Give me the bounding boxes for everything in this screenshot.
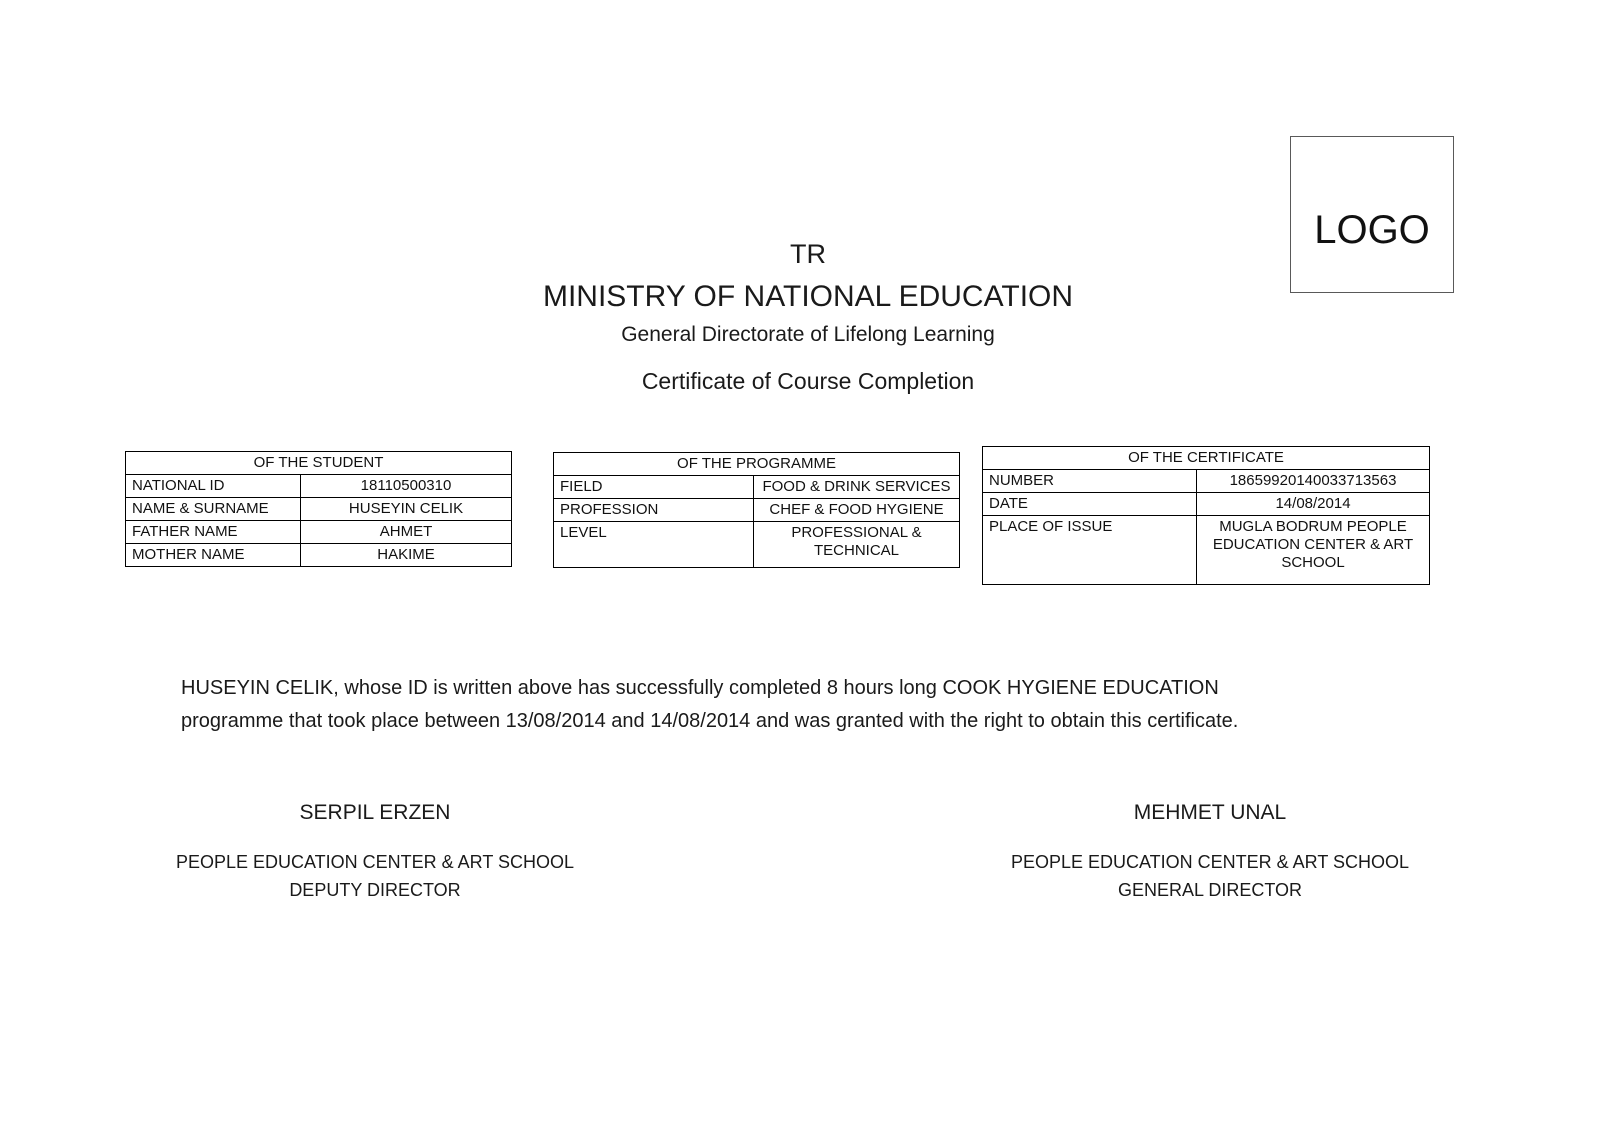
row-value: 18659920140033713563 (1197, 470, 1430, 493)
directorate-subtitle: General Directorate of Lifelong Learning (621, 323, 995, 346)
table-row (554, 522, 960, 568)
statement-line-1: HUSEYIN CELIK, whose ID is written above has successfully completed 8 hours long COOK HYGIENE EDUCATION (181, 677, 1219, 699)
row-value: 18110500310 (301, 475, 512, 498)
table-header-row (983, 447, 1430, 470)
table-row (126, 544, 512, 567)
row-value: HAKIME (301, 544, 512, 567)
signature-block-left (160, 800, 590, 902)
signer-organization-right: PEOPLE EDUCATION CENTER & ART SCHOOL (1010, 852, 1410, 872)
student-table-title: OF THE STUDENT (126, 452, 512, 475)
row-label: PROFESSION (554, 499, 754, 522)
table-row (983, 516, 1430, 585)
row-value: FOOD & DRINK SERVICES (754, 476, 960, 499)
country-abbreviation: TR (790, 239, 826, 269)
programme-table-title: OF THE PROGRAMME (554, 453, 960, 476)
document-title: Certificate of Course Completion (641, 368, 975, 394)
row-value: HUSEYIN CELIK (301, 498, 512, 521)
logo-label: LOGO (1314, 208, 1430, 252)
row-value: CHEF & FOOD HYGIENE (754, 499, 960, 522)
signer-title-right: GENERAL DIRECTOR (1117, 880, 1303, 900)
table-row (983, 493, 1430, 516)
completion-statement (181, 672, 1238, 738)
statement-line-2: programme that took place between 13/08/2014 and 14/08/2014 and was granted with the right to obtain this certificate. (181, 710, 1239, 732)
signer-name-left: SERPIL ERZEN (299, 801, 451, 824)
row-label: FATHER NAME (126, 521, 301, 544)
row-label: DATE (983, 493, 1197, 516)
table-header-row (126, 452, 512, 475)
certificate-table-title: OF THE CERTIFICATE (983, 447, 1430, 470)
signer-name-right: MEHMET UNAL (1133, 801, 1287, 824)
row-label: FIELD (554, 476, 754, 499)
table-row (126, 498, 512, 521)
row-label: NUMBER (983, 470, 1197, 493)
table-row (554, 476, 960, 499)
signer-title-left: DEPUTY DIRECTOR (289, 880, 461, 900)
table-row (983, 470, 1430, 493)
row-label: PLACE OF ISSUE (983, 516, 1197, 585)
certificate-info-table (982, 446, 1430, 585)
row-label: NATIONAL ID (126, 475, 301, 498)
row-label: NAME & SURNAME (126, 498, 301, 521)
table-row (126, 475, 512, 498)
student-info-table (125, 451, 512, 567)
table-row (554, 499, 960, 522)
ministry-title: MINISTRY OF NATIONAL EDUCATION (542, 280, 1074, 313)
row-value: 14/08/2014 (1197, 493, 1430, 516)
row-label: LEVEL (554, 522, 754, 568)
table-row (126, 521, 512, 544)
signer-organization-left: PEOPLE EDUCATION CENTER & ART SCHOOL (175, 852, 575, 872)
table-header-row (554, 453, 960, 476)
row-value: PROFESSIONAL & TECHNICAL (754, 522, 960, 568)
certificate-header (0, 238, 1600, 395)
row-value: AHMET (301, 521, 512, 544)
signature-block-right (995, 800, 1425, 902)
row-value: MUGLA BODRUM PEOPLE EDUCATION CENTER & ART SCHOOL (1197, 516, 1430, 585)
row-label: MOTHER NAME (126, 544, 301, 567)
programme-info-table (553, 452, 960, 568)
